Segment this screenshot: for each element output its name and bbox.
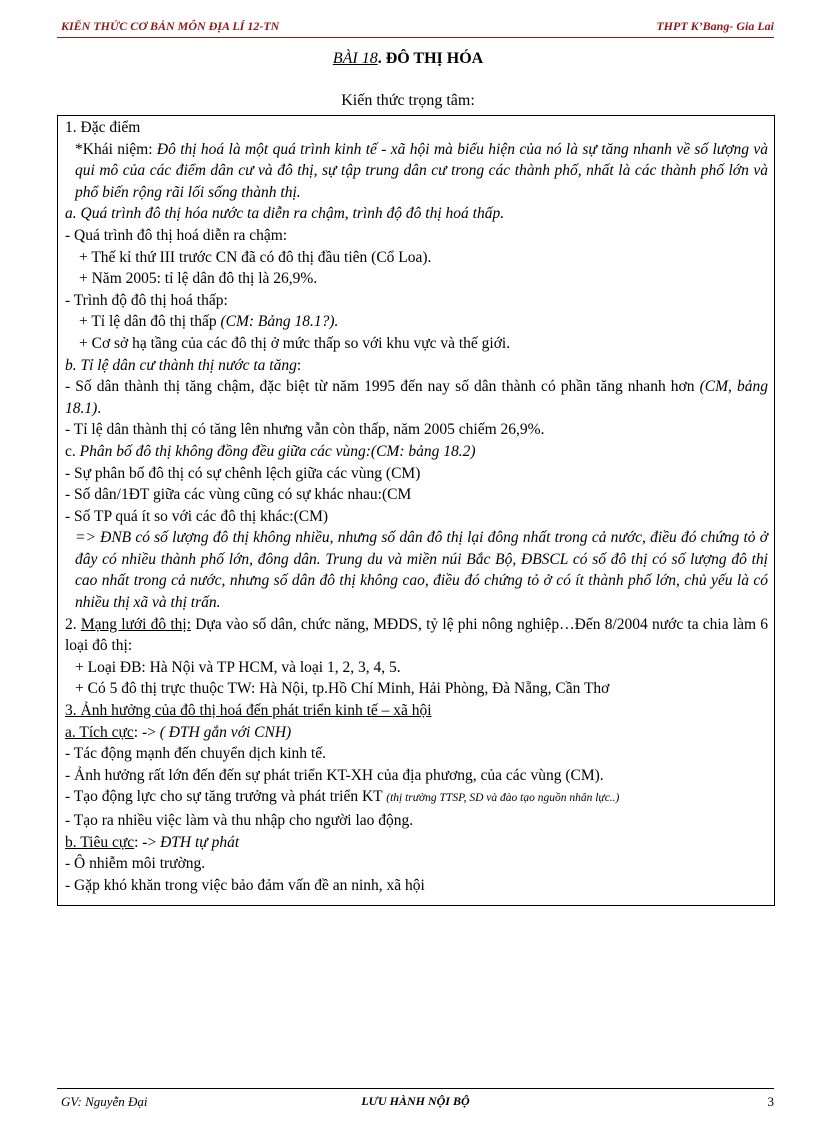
negative-heading: b. Tiêu cực: -> ĐTH tự phát — [65, 833, 240, 851]
subsection-c-heading: c. Phân bố đô thị không đồng đều giữa các vùng:(CM: bảng 18.2) — [65, 442, 476, 460]
subsection-a-heading: a. Quá trình đô thị hóa nước ta diễn ra chậm, trình độ đô thị hoá thấp. — [65, 205, 505, 223]
list-item: - Trình độ đô thị hoá thấp: — [65, 291, 228, 309]
list-item: + Loại ĐB: Hà Nội và TP HCM, và loại 1, 2, 3, 4, 5. — [75, 658, 401, 676]
lesson-name: ĐÔ THỊ HÓA — [385, 50, 484, 67]
section-3-heading: 3. Ảnh hưởng của đô thị hoá đến phát triển kinh tế – xã hội — [65, 702, 432, 720]
list-item: - Sự phân bố đô thị có sự chênh lệch giữa các vùng (CM) — [65, 464, 421, 482]
section-2-heading: Mạng lưới đô thị: — [80, 615, 192, 633]
reference-note: (thị trường TTSP, SD và đào tạo nguồn nhân lực..) — [386, 792, 620, 805]
list-item: - Tỉ lệ dân thành thị có tăng lên nhưng vẫn còn thấp, năm 2005 chiếm 26,9%. — [65, 421, 545, 439]
list-item: - Gặp khó khăn trong việc bảo đảm vấn đề an ninh, xã hội — [65, 876, 425, 894]
list-item: + Có 5 đô thị trực thuộc TW: Hà Nội, tp.Hồ Chí Minh, Hải Phòng, Đà Nẵng, Cần Thơ — [75, 680, 610, 698]
list-item: - Tạo động lực cho sự tăng trưởng và phát triển KT (thị trường TTSP, SD và đào tạo nguồn nhân lực..) — [65, 788, 620, 806]
list-item: + Cơ sở hạ tầng của các đô thị ở mức thấp so với khu vực và thế giới. — [79, 334, 511, 352]
footer-author: GV: Nguyễn Đại — [61, 1094, 148, 1109]
list-item: - Số dân thành thị tăng chậm, đặc biệt từ năm 1995 đến nay số dân thành có phần tăng nhanh hơn (CM, bảng 18.1). — [65, 378, 768, 417]
page-number: 3 — [767, 1094, 774, 1109]
list-item: - Quá trình đô thị hoá diễn ra chậm: — [65, 226, 288, 244]
definition-label: *Khái niệm: — [75, 140, 157, 158]
reference-note: (CM, bảng 18.1) — [65, 378, 768, 417]
lesson-separator: . — [377, 50, 382, 67]
header-subject: KIẾN THỨC CƠ BẢN MÔN ĐỊA LÍ 12-TN — [61, 19, 280, 33]
page-subtitle: Kiến thức trọng tâm: — [341, 92, 475, 109]
definition-text: Đô thị hoá là một quá trình kinh tế - xã hội mà biểu hiện của nó là sự tăng nhanh về số lượng và qui mô của các điểm dân cư và đô thị, sự tập trung dân cư trong các thành phố, nhất là các thành phố lớn và phổ biến rộng rãi lối sống thành thị. — [75, 140, 768, 201]
footer-circulation: LƯU HÀNH NỘI BỘ — [361, 1094, 470, 1108]
page-header — [57, 15, 774, 38]
list-item: - Số TP quá ít so với các đô thị khác:(CM) — [65, 507, 329, 525]
definition — [65, 139, 768, 204]
content-box — [57, 115, 775, 906]
section-2: 2. Mạng lưới đô thị: Dựa vào số dân, chức năng, MĐDS, tỷ lệ phi nông nghiệp…Đến 8/2004 nước ta chia làm 6 loại đô thị: — [65, 615, 769, 655]
conclusion: => ĐNB có số lượng đô thị không nhiều, nhưng số dân đô thị lại đông nhất trong cả nước, điều đó chứng tỏ ở đây có nhiều thành phố lớn, đông dân. Trung du và miền núi Bắc Bộ, ĐBSCL có số đô thị có số lượng đô thị cao nhất trong cả nước, nhưng số dân đô thị không cao, điều đó chứng tỏ ở có ít thành phố lớn, chủ yếu là có nhiều thị xã và thị trấn. — [75, 529, 768, 612]
subsection-b-heading: b. Tỉ lệ dân cư thành thị nước ta tăng: — [65, 356, 302, 374]
list-item: + Năm 2005: tỉ lệ dân đô thị là 26,9%. — [79, 270, 318, 288]
list-item: + Thế kỉ thứ III trước CN đã có đô thị đầu tiên (Cổ Loa). — [79, 248, 432, 266]
positive-heading: a. Tích cực: -> ( ĐTH gắn với CNH) — [65, 723, 292, 741]
section-1-heading: 1. Đặc điểm — [65, 119, 141, 136]
lesson-number: BÀI 18 — [332, 50, 378, 67]
page-footer — [57, 1088, 774, 1115]
list-item: + Tỉ lệ dân đô thị thấp (CM: Bảng 18.1?). — [79, 313, 339, 331]
reference-note: (CM: Bảng 18.1?). — [220, 313, 339, 331]
header-school: THPT K’Bang- Gia Lai — [656, 19, 774, 33]
list-item: - Ô nhiễm môi trường. — [65, 855, 206, 873]
list-item: - Số dân/1ĐT giữa các vùng cũng có sự khác nhau:(CM — [65, 486, 412, 504]
list-item: - Ảnh hưởng rất lớn đến đến sự phát triển KT-XH của địa phương, của các vùng (CM). — [65, 766, 604, 784]
list-item: - Tạo ra nhiều việc làm và thu nhập cho người lao động. — [65, 812, 414, 829]
page-title — [0, 50, 816, 68]
list-item: - Tác động mạnh đến chuyển dịch kinh tế. — [65, 745, 326, 763]
